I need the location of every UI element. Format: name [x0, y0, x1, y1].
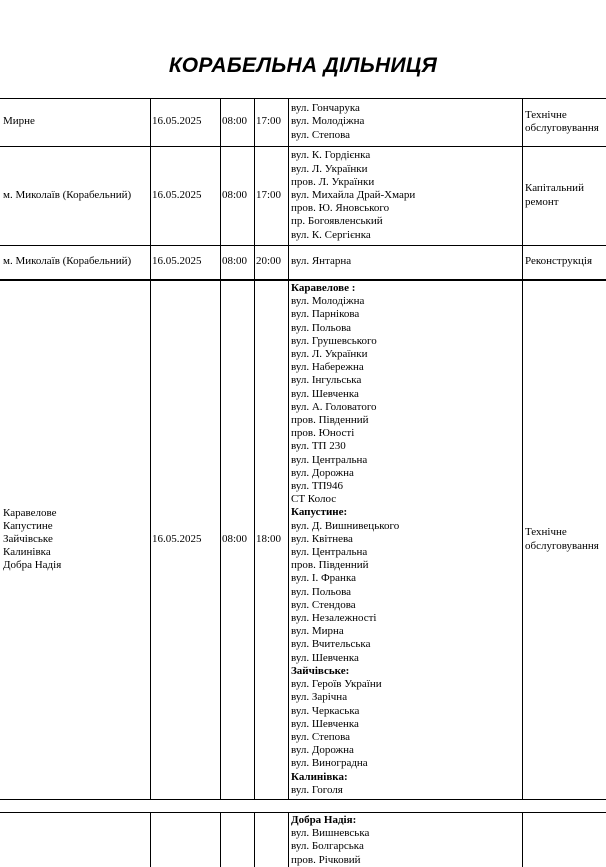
- locality-cell-line: Каравелове: [3, 506, 57, 519]
- column-divider: [288, 280, 289, 799]
- streets-cell-line: вул. Набережна: [291, 361, 364, 374]
- locality-cell-line: Капустине: [3, 519, 53, 532]
- streets-cell-line: вул. А. Головатого: [291, 400, 377, 413]
- column-divider: [288, 245, 289, 279]
- work-type-cell-line: обслуговування: [525, 539, 599, 552]
- locality-cell-line: Мирне: [3, 115, 35, 128]
- streets-cell-line: вул. Польова: [291, 585, 352, 598]
- work-type-cell-line: Реконструкція: [525, 255, 593, 268]
- streets-cell-line: вул. Д. Вишнивецького: [291, 519, 400, 532]
- work-type-cell-line: Технічне: [525, 526, 567, 539]
- streets-cell-line: вул. Героїв України: [291, 678, 382, 691]
- streets-cell-line: пров. Річковий: [291, 853, 361, 866]
- column-divider: [288, 98, 289, 146]
- row-top-border: [0, 146, 606, 147]
- streets-cell-line: пров. Південний: [291, 414, 369, 427]
- column-divider: [150, 146, 151, 245]
- column-divider: [220, 280, 221, 799]
- locality-cell-line: м. Миколаїв (Корабельний): [3, 188, 132, 201]
- streets-cell-line: вул. Незалежності: [291, 612, 377, 625]
- streets-cell-line: вул. Парнікова: [291, 308, 360, 321]
- streets-cell-line: вул. ТП 230: [291, 440, 346, 453]
- locality-cell-line: Калинівка: [3, 546, 51, 559]
- streets-cell-line: вул. Дорожна: [291, 466, 354, 479]
- streets-cell-line: вул. Л. Українки: [291, 162, 368, 175]
- work-type-cell-line: ремонт: [525, 195, 559, 208]
- streets-cell-line: вул. Шевченка: [291, 387, 359, 400]
- column-divider: [150, 280, 151, 799]
- streets-cell-line: вул. І. Франка: [291, 572, 357, 585]
- streets-cell-line: вул. Інгульська: [291, 374, 362, 387]
- start-time-cell: 08:00: [222, 188, 248, 201]
- row-top-border: [0, 280, 606, 281]
- streets-cell: [291, 149, 520, 241]
- date-cell: 16.05.2025: [152, 115, 202, 128]
- streets-cell-line: вул. Польова: [291, 321, 352, 334]
- streets-cell-line: вул. Михайла Драй-Хмари: [291, 188, 416, 201]
- locality-cell: [3, 189, 148, 202]
- streets-cell-line: вул. Вишневська: [291, 827, 370, 840]
- start-time-cell: 08:00: [222, 255, 248, 268]
- streets-cell-line: вул. Шевченка: [291, 651, 359, 664]
- work-type-cell-line: обслуговування: [525, 122, 599, 134]
- streets-cell-line: вул. Янтарна: [291, 255, 352, 268]
- end-time-cell: 17:00: [256, 115, 282, 128]
- column-divider: [288, 812, 289, 867]
- column-divider: [150, 812, 151, 867]
- streets-cell-line: пр. Богоявленський: [291, 215, 383, 228]
- column-divider: [522, 280, 523, 799]
- streets-cell-line: вул. Виноградна: [291, 757, 368, 770]
- start-time-cell: 08:00: [222, 532, 248, 545]
- date-cell: 16.05.2025: [152, 188, 202, 201]
- streets-cell-line: пров. Ю. Яновського: [291, 202, 390, 215]
- locality-cell-line: м. Миколаїв (Корабельний): [3, 255, 132, 268]
- row-bottom-border: [0, 799, 606, 800]
- streets-cell-line: вул. Черкаська: [291, 704, 360, 717]
- streets-cell-line: Добра Надія:: [291, 814, 357, 826]
- locality-cell-line: Зайчівське: [3, 532, 53, 545]
- locality-cell-line: Добра Надія: [3, 559, 62, 572]
- streets-cell-line: пров. Південний: [291, 559, 369, 572]
- streets-cell-line: Калинівка:: [291, 770, 348, 783]
- work-type-cell-line: Капітальний: [525, 182, 584, 195]
- row-top-border: [0, 812, 606, 813]
- column-divider: [522, 812, 523, 867]
- streets-cell-line: вул. Центральна: [291, 546, 368, 559]
- streets-cell-line: Каравелове :: [291, 282, 356, 294]
- page-title: КОРАБЕЛЬНА ДІЛЬНИЦЯ: [168, 54, 438, 77]
- streets-cell-line: вул. Шевченка: [291, 717, 359, 730]
- column-divider: [254, 146, 255, 245]
- work-type-cell: [525, 109, 604, 135]
- column-divider: [220, 245, 221, 279]
- streets-cell-line: СТ Колос: [291, 493, 337, 506]
- streets-cell-line: вул. Стендова: [291, 598, 356, 611]
- streets-cell-line: вул. Степова: [291, 730, 351, 743]
- work-type-cell: [525, 526, 604, 552]
- column-divider: [150, 98, 151, 146]
- work-type-cell-line: Технічне: [525, 108, 567, 121]
- streets-cell-line: вул. К. Гордієнка: [291, 149, 371, 162]
- date-cell: 16.05.2025: [152, 532, 202, 545]
- streets-cell-line: вул. Л. Українки: [291, 348, 368, 361]
- streets-cell-line: вул. Степова: [291, 128, 351, 141]
- streets-cell: [291, 102, 520, 142]
- streets-cell: [291, 814, 520, 867]
- work-type-cell: [525, 182, 604, 208]
- streets-cell-line: вул. Мирна: [291, 625, 344, 638]
- row-top-border: [0, 98, 606, 99]
- streets-cell-line: пров. Юності: [291, 427, 355, 440]
- column-divider: [150, 245, 151, 279]
- streets-cell-line: вул. К. Сергієнка: [291, 228, 371, 241]
- locality-cell: [3, 507, 148, 573]
- column-divider: [254, 280, 255, 799]
- column-divider: [220, 812, 221, 867]
- streets-cell-line: вул. Молодіжна: [291, 115, 365, 128]
- streets-cell-line: вул. Болгарська: [291, 840, 364, 853]
- locality-cell: [3, 255, 148, 268]
- streets-cell-line: вул. Квітнева: [291, 532, 353, 545]
- end-time-cell: 17:00: [256, 188, 282, 201]
- end-time-cell: 20:00: [256, 255, 282, 268]
- streets-cell: [291, 282, 520, 797]
- column-divider: [522, 98, 523, 146]
- start-time-cell: 08:00: [222, 115, 248, 128]
- streets-cell-line: вул. Молодіжна: [291, 295, 365, 308]
- streets-cell-line: вул. Зарічна: [291, 691, 348, 704]
- streets-cell-line: Капустине:: [291, 506, 348, 519]
- streets-cell-line: Зайчівське:: [291, 664, 350, 677]
- streets-cell-line: вул. Дорожна: [291, 744, 354, 757]
- streets-cell-line: вул. Центральна: [291, 453, 368, 466]
- column-divider: [254, 245, 255, 279]
- streets-cell-line: вул. Гончарука: [291, 102, 360, 115]
- streets-cell-line: вул. ТП946: [291, 480, 343, 493]
- end-time-cell: 18:00: [256, 532, 282, 545]
- row-top-border: [0, 245, 606, 246]
- streets-cell-line: пров. Л. Українки: [291, 175, 375, 188]
- column-divider: [522, 245, 523, 279]
- column-divider: [254, 98, 255, 146]
- streets-cell-line: вул. Гоголя: [291, 783, 343, 796]
- column-divider: [522, 146, 523, 245]
- streets-cell-line: вул. Грушевського: [291, 334, 377, 347]
- work-type-cell: [525, 255, 604, 268]
- date-cell: 16.05.2025: [152, 255, 202, 268]
- streets-cell-line: вул. Вчительська: [291, 638, 371, 651]
- column-divider: [220, 146, 221, 245]
- column-divider: [254, 812, 255, 867]
- streets-cell: [291, 255, 520, 268]
- column-divider: [288, 146, 289, 245]
- locality-cell: [3, 115, 148, 128]
- column-divider: [220, 98, 221, 146]
